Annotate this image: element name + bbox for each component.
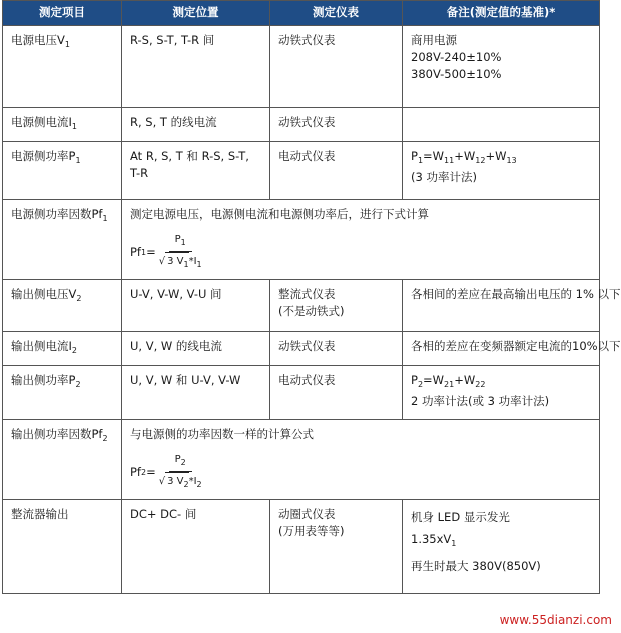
power-formula: $P_1=W_{11}+W_{12}+W_{13}$ (411, 149, 517, 165)
table-row (3, 108, 600, 142)
measurement-table (2, 0, 621, 594)
table-row (3, 26, 600, 108)
header-note: 备注(测定值的基准)* (403, 1, 600, 26)
item-cell: 输出侧电压$V_2$ (3, 280, 122, 332)
meter-cell: 电动式仪表 (270, 142, 403, 200)
header-position: 测定位置 (122, 1, 270, 26)
note-cell (403, 108, 600, 142)
position-cell: DC+ DC- 间 (122, 500, 270, 594)
meter-cell: 动铁式仪表 (270, 26, 403, 108)
header-item: 测定项目 (3, 1, 122, 26)
table-row (3, 366, 600, 420)
meter-cell: 动铁式仪表 (270, 332, 403, 366)
formula-cell: 测定电源电压，电源侧电流和电源侧功率后，进行下式计算 Pf 1 = $\frac{P_1}{√ 3 V_1*I_1}$ (122, 200, 600, 280)
table-row (3, 332, 600, 366)
note-cell: 各相间的差应在最高输出电压的 1% 以下 (403, 280, 600, 332)
header-meter: 测定仪表 (270, 1, 403, 26)
meter-cell: 整流式仪表 (不是动铁式) (270, 280, 403, 332)
item-cell: 整流器输出 (3, 500, 122, 594)
item-cell: 输出侧功率$P_2$ (3, 366, 122, 420)
item-cell: 输出侧功率因数$Pf_2$ (3, 420, 122, 500)
note-cell: $P_1=W_{11}+W_{12}+W_{13}$ (3 功率计法) (403, 142, 600, 200)
table-row (3, 142, 600, 200)
meter-cell: 动圈式仪表 (万用表等等) (270, 500, 403, 594)
item-cell: 电源电压$V_1$ (3, 26, 122, 108)
note-cell: 机身 LED 显示发光 $1.35xV_1$ 再生时最大 380V(850V) (403, 500, 600, 594)
item-cell: 电源侧功率因数$Pf_1$ (3, 200, 122, 280)
item-cell: 电源侧电流$I_1$ (3, 108, 122, 142)
table-row (3, 420, 600, 500)
watermark: www.55dianzi.com (499, 613, 612, 627)
note-cell: 商用电源 208V-240±10% 380V-500±10% (403, 26, 600, 108)
item-cell: 输出侧电流$I_2$ (3, 332, 122, 366)
power-factor-formula: Pf 1 = $\frac{P_1}{√ 3 V_1*I_1}$ (130, 231, 591, 273)
position-cell: U, V, W 的线电流 (122, 332, 270, 366)
position-cell: U-V, V-W, V-U 间 (122, 280, 270, 332)
position-cell: R-S, S-T, T-R 间 (122, 26, 270, 108)
meter-cell: 动铁式仪表 (270, 108, 403, 142)
position-cell: At R, S, T 和 R-S, S-T, T-R (122, 142, 270, 200)
output-power-factor-formula: Pf 2 = $\frac{P_2}{√ 3 V_2*I_2}$ (130, 451, 591, 493)
note-cell: $P_2=W_{21}+W_{22}$ 2 功率计法(或 3 功率计法) (403, 366, 600, 420)
formula-cell: 与电源侧的功率因数一样的计算公式 Pf 2 = $\frac{P_2}{√ 3 V_2*I_2}$ (122, 420, 600, 500)
table-row (3, 200, 600, 280)
note-cell: 各相的差应在变频器额定电流的10%以下 (403, 332, 600, 366)
position-cell: R, S, T 的线电流 (122, 108, 270, 142)
table-row (3, 280, 600, 332)
header-row (3, 1, 600, 26)
item-cell: 电源侧功率$P_1$ (3, 142, 122, 200)
meter-cell: 电动式仪表 (270, 366, 403, 420)
table-row (3, 500, 600, 594)
output-power-formula: $P_2=W_{21}+W_{22}$ (411, 373, 486, 389)
position-cell: U, V, W 和 U-V, V-W (122, 366, 270, 420)
